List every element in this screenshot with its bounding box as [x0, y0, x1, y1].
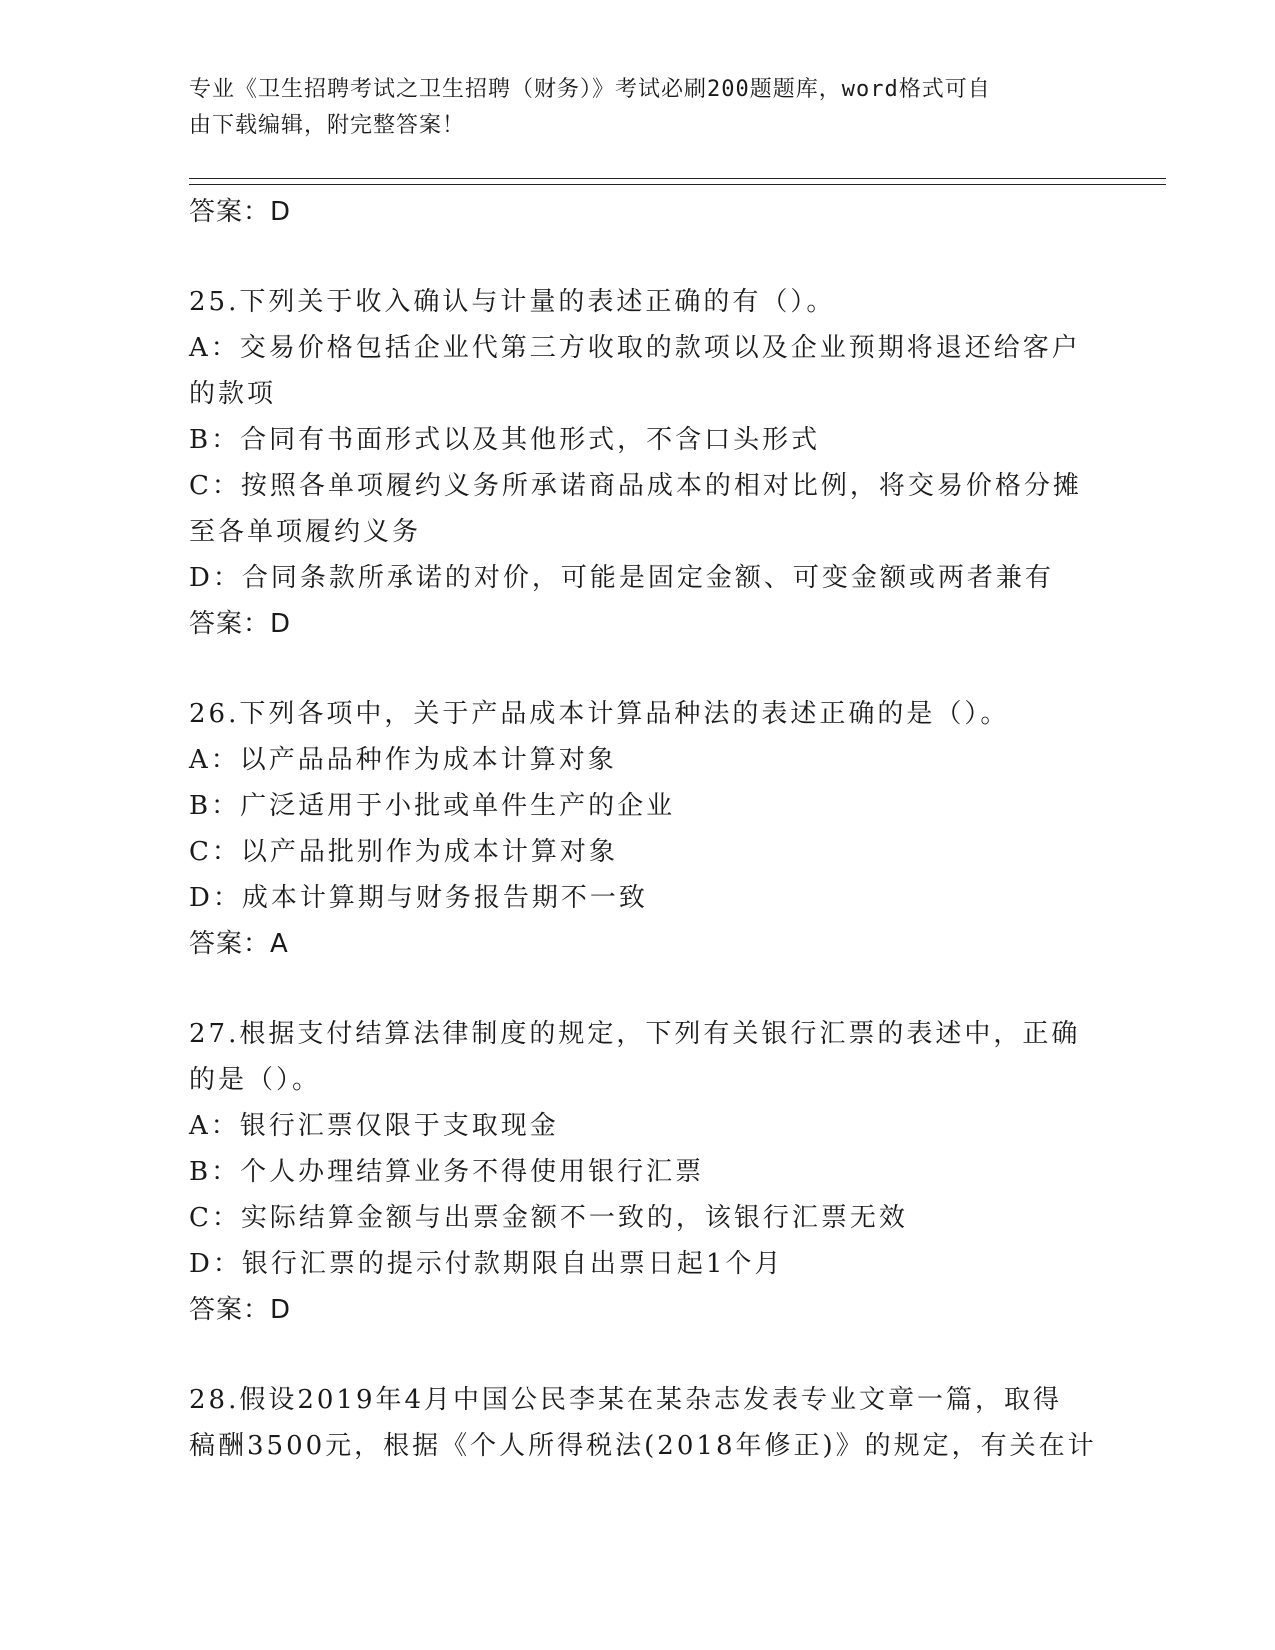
question-stem-continued: 的是（）。	[189, 1065, 322, 1095]
option-d: D：合同条款所承诺的对价，可能是固定金额、可变金额或两者兼有	[189, 563, 1054, 593]
option-b: B：广泛适用于小批或单件生产的企业	[189, 791, 676, 821]
answer-line: 答案：A	[189, 929, 289, 959]
option-c: C：按照各单项履约义务所承诺商品成本的相对比例，将交易价格分摊	[189, 471, 1082, 501]
page-header	[189, 72, 1089, 144]
option-a: A：银行汇票仅限于支取现金	[189, 1111, 559, 1141]
question-stem: 28.假设2019年4月中国公民李某在某杂志发表专业文章一篇，取得	[189, 1385, 1063, 1415]
header-title-line-2: 由下载编辑，附完整答案！	[189, 113, 466, 138]
option-c: C：以产品批别作为成本计算对象	[189, 837, 618, 867]
header-title-line-1: 专业《卫生招聘考试之卫生招聘（财务）》考试必刷200题题库，word格式可自	[189, 77, 991, 102]
option-a: A：交易价格包括企业代第三方收取的款项以及企业预期将退还给客户	[189, 333, 1081, 363]
option-a: A：以产品品种作为成本计算对象	[189, 745, 617, 775]
header-divider	[189, 178, 1166, 179]
question-stem-continued: 稿酬3500元，根据《个人所得税法(2018年修正)》的规定，有关在计	[189, 1431, 1097, 1461]
question-spacer	[189, 647, 1089, 691]
question-spacer	[189, 1333, 1089, 1377]
question-block	[189, 1377, 1097, 1469]
question-block	[189, 691, 1089, 967]
header-divider-double	[189, 184, 1166, 185]
document-body	[189, 189, 1097, 1469]
question-stem: 26.下列各项中，关于产品成本计算品种法的表述正确的是（）。	[189, 699, 1010, 729]
answer-line: 答案：D	[189, 609, 292, 639]
option-b: B：个人办理结算业务不得使用银行汇票	[189, 1157, 705, 1187]
question-block	[189, 1011, 1089, 1333]
question-stem: 25.下列关于收入确认与计量的表述正确的有（）。	[189, 287, 836, 317]
option-c-continued: 至各单项履约义务	[189, 517, 422, 547]
option-b: B：合同有书面形式以及其他形式，不含口头形式	[189, 425, 821, 455]
question-block	[189, 279, 1089, 647]
option-d: D：成本计算期与财务报告期不一致	[189, 883, 648, 913]
question-spacer	[189, 967, 1089, 1011]
option-c: C：实际结算金额与出票金额不一致的，该银行汇票无效	[189, 1203, 908, 1233]
question-stem: 27.根据支付结算法律制度的规定，下列有关银行汇票的表述中，正确	[189, 1019, 1081, 1049]
answer-line: 答案：D	[189, 197, 292, 227]
question-spacer	[189, 235, 1089, 279]
option-d: D：银行汇票的提示付款期限自出票日起1个月	[189, 1249, 784, 1279]
option-a-continued: 的款项	[189, 379, 277, 409]
answer-line: 答案：D	[189, 1295, 292, 1325]
